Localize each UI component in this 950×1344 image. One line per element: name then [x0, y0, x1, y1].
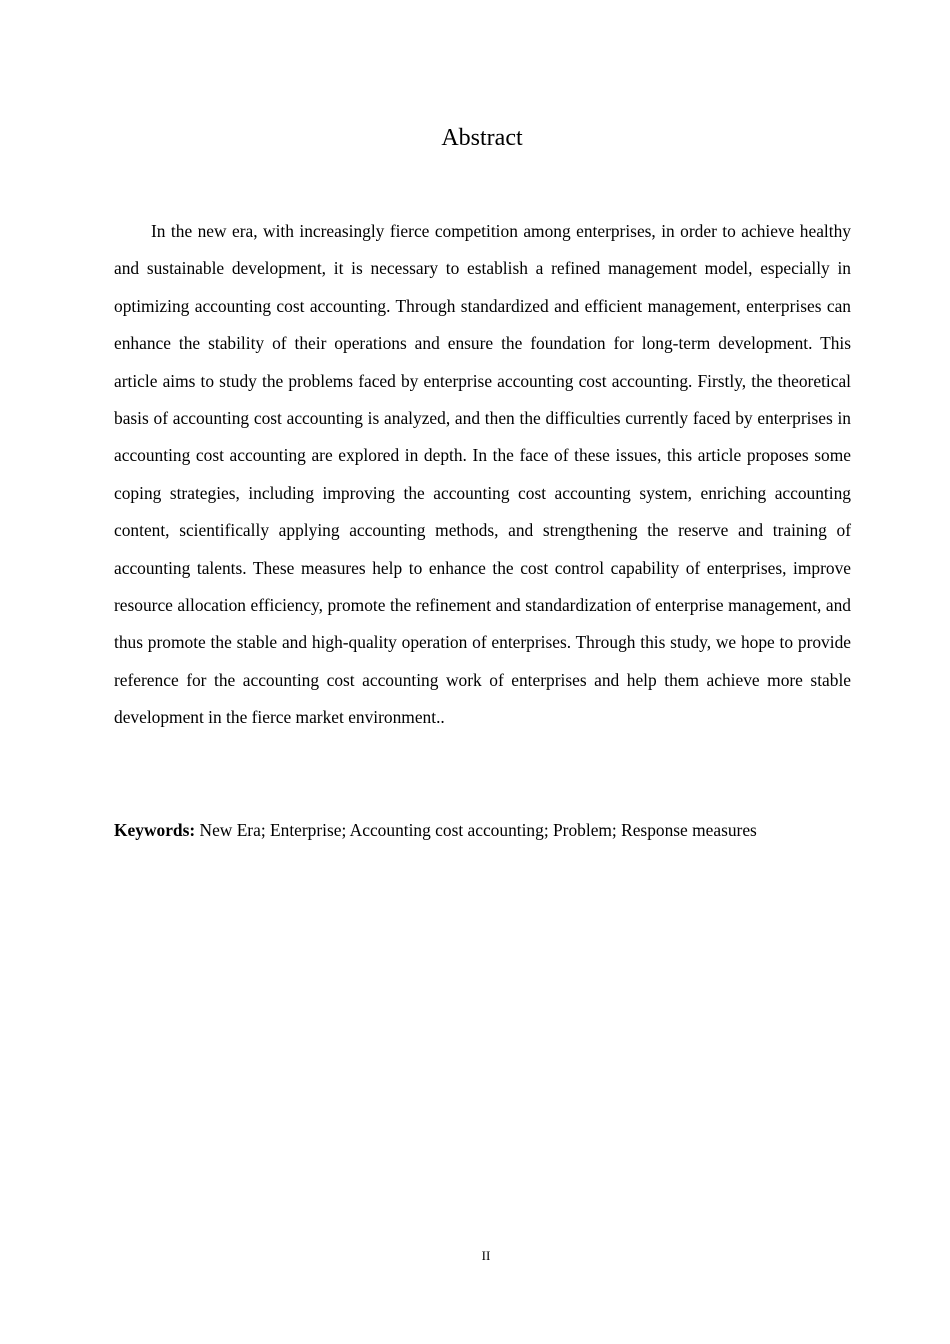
keywords-line: [114, 812, 874, 849]
keywords-label: Keywords:: [114, 820, 196, 840]
page-number: II: [481, 1248, 491, 1263]
abstract-title: Abstract: [441, 125, 523, 151]
abstract-paragraph: In the new era, with increasingly fierce competition among enterprises, in order to achieve healthy and sustainable development, it is necessary to establish a refined management model, especially in optimizing accounting cost accounting. Through standardized and efficient management, enterprises can enhance the stability of their operations and ensure the foundation for long-term development. This article aims to study the problems faced by enterprise accounting cost accounting. Firstly, the theoretical basis of accounting cost accounting is analyzed, and then the difficulties currently faced by enterprises in accounting cost accounting are explored in depth. In the face of these issues, this article proposes some coping strategies, including improving the accounting cost accounting system, enriching accounting content, scientifically applying accounting methods, and strengthening the reserve and training of accounting talents. These measures help to enhance the cost control capability of enterprises, improve resource allocation efficiency, promote the refinement and standardization of enterprise management, and thus promote the stable and high-quality operation of enterprises. Through this study, we hope to provide reference for the accounting cost accounting work of enterprises and help them achieve more stable development in the fierce market environment..: [114, 221, 851, 728]
keywords-list: New Era; Enterprise; Accounting cost accounting; Problem; Response measures: [195, 820, 757, 840]
